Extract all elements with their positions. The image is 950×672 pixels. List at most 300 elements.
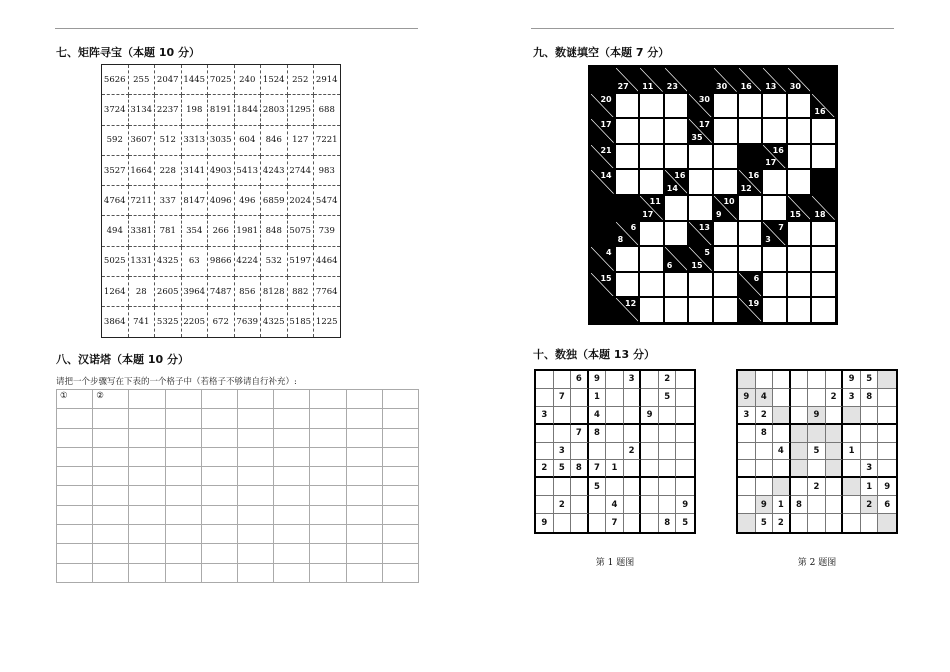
sudoku-empty-cell[interactable]	[554, 514, 572, 532]
hanoi-cell[interactable]	[346, 447, 382, 466]
sudoku-empty-cell[interactable]	[808, 389, 826, 407]
sudoku-given-cell: 5	[589, 478, 607, 496]
hanoi-cell[interactable]	[201, 390, 237, 409]
hanoi-cell[interactable]	[310, 447, 346, 466]
hanoi-cell[interactable]	[57, 505, 93, 524]
hanoi-cell[interactable]	[382, 525, 418, 544]
hanoi-cell[interactable]	[382, 467, 418, 486]
sudoku-empty-cell[interactable]	[773, 389, 791, 407]
sudoku-empty-cell[interactable]	[659, 425, 677, 443]
kakuro-empty-cell[interactable]	[713, 118, 738, 144]
sudoku-empty-cell[interactable]	[641, 371, 659, 389]
sudoku-empty-cell[interactable]	[624, 478, 642, 496]
kakuro-empty-cell[interactable]	[615, 144, 640, 170]
kakuro-clue-cell	[811, 195, 836, 221]
sudoku-empty-cell[interactable]	[624, 407, 642, 425]
hanoi-cell[interactable]	[237, 428, 273, 447]
hanoi-cell[interactable]	[274, 390, 310, 409]
sudoku-empty-cell[interactable]	[843, 514, 861, 532]
hanoi-cell[interactable]	[165, 409, 201, 428]
sudoku-empty-cell[interactable]	[791, 407, 809, 425]
hanoi-cell[interactable]	[310, 409, 346, 428]
kakuro-empty-cell[interactable]	[787, 221, 812, 247]
sudoku-empty-cell[interactable]	[756, 371, 774, 389]
hanoi-cell[interactable]	[57, 428, 93, 447]
hanoi-cell[interactable]	[346, 409, 382, 428]
sudoku-empty-cell[interactable]	[589, 443, 607, 461]
hanoi-cell[interactable]	[93, 467, 129, 486]
hanoi-cell[interactable]	[274, 544, 310, 563]
kakuro-empty-cell[interactable]	[738, 118, 763, 144]
hanoi-cell[interactable]	[310, 428, 346, 447]
kakuro-across-sum: 16	[772, 145, 784, 155]
hanoi-cell[interactable]	[382, 447, 418, 466]
sudoku-empty-cell[interactable]	[589, 496, 607, 514]
sudoku-empty-cell[interactable]	[843, 478, 861, 496]
hanoi-cell[interactable]	[165, 467, 201, 486]
hanoi-cell[interactable]	[201, 447, 237, 466]
hanoi-section-title: 八、汉诺塔（本题 10 分）	[56, 353, 189, 366]
sudoku-empty-cell[interactable]	[554, 478, 572, 496]
hanoi-cell[interactable]	[237, 390, 273, 409]
sudoku-empty-cell[interactable]	[861, 443, 879, 461]
hanoi-cell[interactable]	[237, 563, 273, 582]
sudoku-empty-cell[interactable]	[826, 425, 844, 443]
kakuro-empty-cell[interactable]	[664, 93, 689, 119]
kakuro-empty-cell[interactable]	[713, 221, 738, 247]
sudoku-empty-cell[interactable]	[624, 425, 642, 443]
hanoi-cell[interactable]	[165, 390, 201, 409]
hanoi-cell[interactable]	[57, 447, 93, 466]
hanoi-cell[interactable]	[310, 563, 346, 582]
hanoi-cell[interactable]	[129, 409, 165, 428]
sudoku-empty-cell[interactable]	[878, 389, 896, 407]
sudoku-empty-cell[interactable]	[641, 460, 659, 478]
sudoku-empty-cell[interactable]	[536, 371, 554, 389]
kakuro-across-sum: 17	[600, 120, 612, 130]
hanoi-cell[interactable]	[274, 563, 310, 582]
hanoi-cell[interactable]	[310, 544, 346, 563]
kakuro-empty-cell[interactable]	[639, 221, 664, 247]
hanoi-cell[interactable]	[382, 563, 418, 582]
sudoku-empty-cell[interactable]	[843, 407, 861, 425]
sudoku-empty-cell[interactable]	[659, 443, 677, 461]
sudoku-empty-cell[interactable]	[641, 496, 659, 514]
sudoku-empty-cell[interactable]	[773, 407, 791, 425]
sudoku-empty-cell[interactable]	[791, 371, 809, 389]
sudoku-empty-cell[interactable]	[826, 371, 844, 389]
sudoku-given-cell: 2	[536, 460, 554, 478]
hanoi-cell[interactable]	[237, 525, 273, 544]
kakuro-empty-cell[interactable]	[664, 118, 689, 144]
kakuro-empty-cell[interactable]	[738, 246, 763, 272]
sudoku-empty-cell[interactable]	[738, 425, 756, 443]
hanoi-cell[interactable]	[237, 447, 273, 466]
sudoku-empty-cell[interactable]	[773, 425, 791, 443]
sudoku-empty-cell[interactable]	[606, 389, 624, 407]
matrix-cell: 2024	[287, 186, 314, 216]
sudoku-empty-cell[interactable]	[624, 460, 642, 478]
hanoi-cell[interactable]	[382, 486, 418, 505]
sudoku-empty-cell[interactable]	[659, 496, 677, 514]
hanoi-cell[interactable]	[201, 505, 237, 524]
sudoku-empty-cell[interactable]	[606, 371, 624, 389]
kakuro-empty-cell[interactable]	[615, 272, 640, 298]
matrix-row	[102, 65, 341, 95]
sudoku-empty-cell[interactable]	[659, 460, 677, 478]
kakuro-empty-cell[interactable]	[664, 272, 689, 298]
hanoi-cell[interactable]	[165, 428, 201, 447]
hanoi-cell[interactable]	[129, 563, 165, 582]
sudoku-empty-cell[interactable]	[589, 514, 607, 532]
hanoi-cell[interactable]	[274, 505, 310, 524]
hanoi-cell[interactable]	[165, 447, 201, 466]
sudoku-empty-cell[interactable]	[738, 478, 756, 496]
hanoi-cell[interactable]	[93, 409, 129, 428]
hanoi-cell[interactable]	[274, 447, 310, 466]
hanoi-cell[interactable]	[310, 390, 346, 409]
hanoi-cell[interactable]	[129, 486, 165, 505]
kakuro-black-cell	[738, 144, 763, 170]
sudoku-empty-cell[interactable]	[878, 460, 896, 478]
sudoku-empty-cell[interactable]	[676, 460, 694, 478]
hanoi-cell[interactable]	[165, 563, 201, 582]
kakuro-empty-cell[interactable]	[664, 195, 689, 221]
matrix-row	[102, 95, 341, 125]
sudoku-empty-cell[interactable]	[756, 443, 774, 461]
sudoku-empty-cell[interactable]	[641, 514, 659, 532]
hanoi-cell[interactable]	[129, 525, 165, 544]
kakuro-empty-cell[interactable]	[762, 169, 787, 195]
hanoi-cell[interactable]	[274, 428, 310, 447]
hanoi-cell[interactable]	[201, 486, 237, 505]
hanoi-cell[interactable]	[237, 486, 273, 505]
hanoi-cell[interactable]	[346, 390, 382, 409]
hanoi-cell[interactable]	[165, 544, 201, 563]
sudoku-empty-cell[interactable]	[641, 478, 659, 496]
sudoku-empty-cell[interactable]	[606, 443, 624, 461]
kakuro-empty-cell[interactable]	[787, 118, 812, 144]
hanoi-cell[interactable]	[165, 505, 201, 524]
sudoku-empty-cell[interactable]	[756, 460, 774, 478]
sudoku-empty-cell[interactable]	[536, 496, 554, 514]
hanoi-cell[interactable]	[201, 544, 237, 563]
sudoku-empty-cell[interactable]	[878, 443, 896, 461]
sudoku-empty-cell[interactable]	[536, 478, 554, 496]
sudoku-empty-cell[interactable]	[826, 478, 844, 496]
hanoi-cell[interactable]	[346, 428, 382, 447]
kakuro-clue-cell	[688, 246, 713, 272]
kakuro-empty-cell[interactable]	[688, 195, 713, 221]
hanoi-cell[interactable]	[382, 409, 418, 428]
hanoi-cell[interactable]	[93, 486, 129, 505]
hanoi-cell[interactable]	[237, 544, 273, 563]
sudoku-given-cell: 3	[861, 460, 879, 478]
hanoi-cell[interactable]	[201, 428, 237, 447]
sudoku-empty-cell[interactable]	[756, 478, 774, 496]
kakuro-empty-cell[interactable]	[688, 297, 713, 323]
kakuro-empty-cell[interactable]	[713, 169, 738, 195]
hanoi-cell[interactable]	[346, 544, 382, 563]
kakuro-empty-cell[interactable]	[713, 93, 738, 119]
sudoku-empty-cell[interactable]	[843, 496, 861, 514]
hanoi-cell[interactable]: ②	[93, 390, 129, 409]
kakuro-across-sum: 12	[625, 299, 637, 309]
sudoku-empty-cell[interactable]	[861, 514, 879, 532]
sudoku-empty-cell[interactable]	[536, 443, 554, 461]
sudoku-empty-cell[interactable]	[808, 496, 826, 514]
sudoku-empty-cell[interactable]	[861, 425, 879, 443]
sudoku-empty-cell[interactable]	[738, 371, 756, 389]
matrix-cell: 496	[234, 186, 261, 216]
sudoku-empty-cell[interactable]	[676, 425, 694, 443]
sudoku-empty-cell[interactable]	[571, 389, 589, 407]
kakuro-empty-cell[interactable]	[713, 246, 738, 272]
kakuro-empty-cell[interactable]	[738, 195, 763, 221]
sudoku-empty-cell[interactable]	[826, 460, 844, 478]
sudoku-given-cell: 5	[756, 514, 774, 532]
sudoku-empty-cell[interactable]	[536, 425, 554, 443]
sudoku-empty-cell[interactable]	[878, 407, 896, 425]
hanoi-cell[interactable]	[382, 390, 418, 409]
sudoku-empty-cell[interactable]	[878, 371, 896, 389]
hanoi-cell[interactable]	[274, 409, 310, 428]
kakuro-black-cell	[811, 67, 836, 93]
kakuro-empty-cell[interactable]	[639, 272, 664, 298]
sudoku-empty-cell[interactable]	[791, 443, 809, 461]
sudoku-given-cell: 1	[606, 460, 624, 478]
hanoi-cell[interactable]	[274, 486, 310, 505]
sudoku-empty-cell[interactable]	[826, 514, 844, 532]
kakuro-empty-cell[interactable]	[713, 144, 738, 170]
hanoi-cell[interactable]	[237, 505, 273, 524]
hanoi-cell[interactable]	[129, 428, 165, 447]
sudoku-empty-cell[interactable]	[676, 407, 694, 425]
sudoku-empty-cell[interactable]	[808, 371, 826, 389]
sudoku-empty-cell[interactable]	[878, 514, 896, 532]
kakuro-clue-cell	[738, 169, 763, 195]
hanoi-cell[interactable]	[165, 486, 201, 505]
kakuro-across-sum: 30	[698, 94, 710, 104]
sudoku-empty-cell[interactable]	[808, 460, 826, 478]
hanoi-cell[interactable]	[57, 525, 93, 544]
sudoku-empty-cell[interactable]	[554, 371, 572, 389]
sudoku-empty-cell[interactable]	[738, 514, 756, 532]
kakuro-empty-cell[interactable]	[762, 118, 787, 144]
sudoku-empty-cell[interactable]	[571, 514, 589, 532]
sudoku-empty-cell[interactable]	[624, 389, 642, 407]
matrix-cell: 7487	[208, 277, 235, 307]
kakuro-empty-cell[interactable]	[664, 144, 689, 170]
kakuro-empty-cell[interactable]	[787, 144, 812, 170]
hanoi-cell[interactable]	[346, 486, 382, 505]
kakuro-empty-cell[interactable]	[688, 169, 713, 195]
hanoi-cell[interactable]	[57, 486, 93, 505]
sudoku-empty-cell[interactable]	[641, 389, 659, 407]
hanoi-cell[interactable]	[346, 525, 382, 544]
hanoi-cell[interactable]	[201, 467, 237, 486]
sudoku-empty-cell[interactable]	[773, 371, 791, 389]
kakuro-empty-cell[interactable]	[762, 195, 787, 221]
sudoku-empty-cell[interactable]	[773, 478, 791, 496]
hanoi-cell[interactable]	[129, 467, 165, 486]
sudoku-empty-cell[interactable]	[738, 460, 756, 478]
kakuro-empty-cell[interactable]	[664, 221, 689, 247]
matrix-cell: 3141	[181, 155, 208, 185]
sudoku-empty-cell[interactable]	[843, 460, 861, 478]
sudoku-given-cell: 5	[861, 371, 879, 389]
sudoku-empty-cell[interactable]	[606, 478, 624, 496]
sudoku-empty-cell[interactable]	[554, 425, 572, 443]
hanoi-row	[57, 428, 419, 447]
sudoku-given-cell: 1	[843, 443, 861, 461]
sudoku-empty-cell[interactable]	[826, 443, 844, 461]
sudoku-empty-cell[interactable]	[791, 460, 809, 478]
kakuro-empty-cell[interactable]	[762, 93, 787, 119]
kakuro-empty-cell[interactable]	[787, 297, 812, 323]
hanoi-cell[interactable]	[310, 486, 346, 505]
kakuro-empty-cell[interactable]	[713, 272, 738, 298]
hanoi-cell[interactable]	[129, 390, 165, 409]
kakuro-empty-cell[interactable]	[762, 272, 787, 298]
hanoi-cell[interactable]	[165, 525, 201, 544]
kakuro-empty-cell[interactable]	[811, 272, 836, 298]
kakuro-empty-cell[interactable]	[639, 246, 664, 272]
hanoi-cell[interactable]	[310, 467, 346, 486]
hanoi-cell[interactable]	[346, 563, 382, 582]
kakuro-empty-cell[interactable]	[787, 272, 812, 298]
hanoi-cell[interactable]	[57, 544, 93, 563]
sudoku-empty-cell[interactable]	[676, 371, 694, 389]
kakuro-empty-cell[interactable]	[615, 118, 640, 144]
hanoi-cell[interactable]	[93, 525, 129, 544]
hanoi-cell[interactable]	[93, 505, 129, 524]
hanoi-cell[interactable]: ①	[57, 390, 93, 409]
kakuro-empty-cell[interactable]	[738, 221, 763, 247]
sudoku-empty-cell[interactable]	[826, 407, 844, 425]
kakuro-empty-cell[interactable]	[811, 144, 836, 170]
hanoi-cell[interactable]	[93, 447, 129, 466]
hanoi-cell[interactable]	[129, 447, 165, 466]
hanoi-cell[interactable]	[382, 428, 418, 447]
hanoi-cell[interactable]	[93, 563, 129, 582]
sudoku-empty-cell[interactable]	[624, 496, 642, 514]
kakuro-empty-cell[interactable]	[688, 272, 713, 298]
kakuro-empty-cell[interactable]	[762, 246, 787, 272]
sudoku-empty-cell[interactable]	[676, 443, 694, 461]
kakuro-empty-cell[interactable]	[811, 118, 836, 144]
hanoi-cell[interactable]	[129, 505, 165, 524]
kakuro-empty-cell[interactable]	[787, 169, 812, 195]
kakuro-empty-cell[interactable]	[615, 93, 640, 119]
hanoi-cell[interactable]	[237, 467, 273, 486]
kakuro-empty-cell[interactable]	[615, 246, 640, 272]
sudoku-empty-cell[interactable]	[659, 478, 677, 496]
sudoku-empty-cell[interactable]	[571, 478, 589, 496]
hanoi-cell[interactable]	[346, 467, 382, 486]
matrix-cell: 512	[155, 125, 182, 155]
hanoi-cell[interactable]	[382, 544, 418, 563]
hanoi-cell[interactable]	[57, 563, 93, 582]
hanoi-cell[interactable]	[346, 505, 382, 524]
sudoku-empty-cell[interactable]	[826, 496, 844, 514]
kakuro-empty-cell[interactable]	[811, 246, 836, 272]
sudoku-given-cell: 2	[624, 443, 642, 461]
sudoku-empty-cell[interactable]	[676, 389, 694, 407]
kakuro-empty-cell[interactable]	[639, 169, 664, 195]
sudoku-empty-cell[interactable]	[791, 478, 809, 496]
kakuro-empty-cell[interactable]	[664, 297, 689, 323]
matrix-cell: 4243	[261, 155, 288, 185]
kakuro-empty-cell[interactable]	[787, 246, 812, 272]
sudoku-empty-cell[interactable]	[808, 514, 826, 532]
kakuro-down-sum: 18	[814, 209, 826, 219]
sudoku-empty-cell[interactable]	[641, 443, 659, 461]
sudoku-empty-cell[interactable]	[808, 425, 826, 443]
sudoku-empty-cell[interactable]	[624, 514, 642, 532]
sudoku-empty-cell[interactable]	[791, 514, 809, 532]
sudoku-empty-cell[interactable]	[861, 407, 879, 425]
sudoku-empty-cell[interactable]	[659, 407, 677, 425]
sudoku-empty-cell[interactable]	[738, 496, 756, 514]
kakuro-empty-cell[interactable]	[615, 169, 640, 195]
hanoi-cell[interactable]	[93, 544, 129, 563]
hanoi-cell[interactable]	[201, 563, 237, 582]
sudoku-empty-cell[interactable]	[843, 425, 861, 443]
sudoku-empty-cell[interactable]	[878, 425, 896, 443]
sudoku-empty-cell[interactable]	[676, 478, 694, 496]
kakuro-empty-cell[interactable]	[639, 118, 664, 144]
sudoku-empty-cell[interactable]	[554, 407, 572, 425]
sudoku-empty-cell[interactable]	[738, 443, 756, 461]
kakuro-empty-cell[interactable]	[639, 144, 664, 170]
kakuro-empty-cell[interactable]	[762, 297, 787, 323]
hanoi-cell[interactable]	[129, 544, 165, 563]
hanoi-cell[interactable]	[274, 467, 310, 486]
kakuro-empty-cell[interactable]	[639, 297, 664, 323]
kakuro-empty-cell[interactable]	[713, 297, 738, 323]
sudoku-empty-cell[interactable]	[571, 496, 589, 514]
kakuro-empty-cell[interactable]	[639, 93, 664, 119]
sudoku-empty-cell[interactable]	[773, 460, 791, 478]
hanoi-cell[interactable]	[57, 467, 93, 486]
matrix-cell: 5075	[287, 216, 314, 246]
sudoku-empty-cell[interactable]	[571, 407, 589, 425]
hanoi-cell[interactable]	[310, 505, 346, 524]
hanoi-cell[interactable]	[201, 409, 237, 428]
hanoi-cell[interactable]	[382, 505, 418, 524]
sudoku-empty-cell[interactable]	[791, 389, 809, 407]
sudoku-empty-cell[interactable]	[606, 425, 624, 443]
kakuro-empty-cell[interactable]	[811, 297, 836, 323]
kakuro-empty-cell[interactable]	[738, 93, 763, 119]
kakuro-empty-cell[interactable]	[811, 221, 836, 247]
sudoku-empty-cell[interactable]	[641, 425, 659, 443]
sudoku-empty-cell[interactable]	[536, 389, 554, 407]
hanoi-cell[interactable]	[57, 409, 93, 428]
hanoi-cell[interactable]	[93, 428, 129, 447]
sudoku-empty-cell[interactable]	[571, 443, 589, 461]
hanoi-cell[interactable]	[201, 525, 237, 544]
kakuro-empty-cell[interactable]	[688, 144, 713, 170]
kakuro-empty-cell[interactable]	[787, 93, 812, 119]
hanoi-cell[interactable]	[310, 525, 346, 544]
hanoi-cell[interactable]	[274, 525, 310, 544]
kakuro-clue-cell	[615, 221, 640, 247]
sudoku-empty-cell[interactable]	[791, 425, 809, 443]
sudoku-empty-cell[interactable]	[606, 407, 624, 425]
hanoi-cell[interactable]	[237, 409, 273, 428]
